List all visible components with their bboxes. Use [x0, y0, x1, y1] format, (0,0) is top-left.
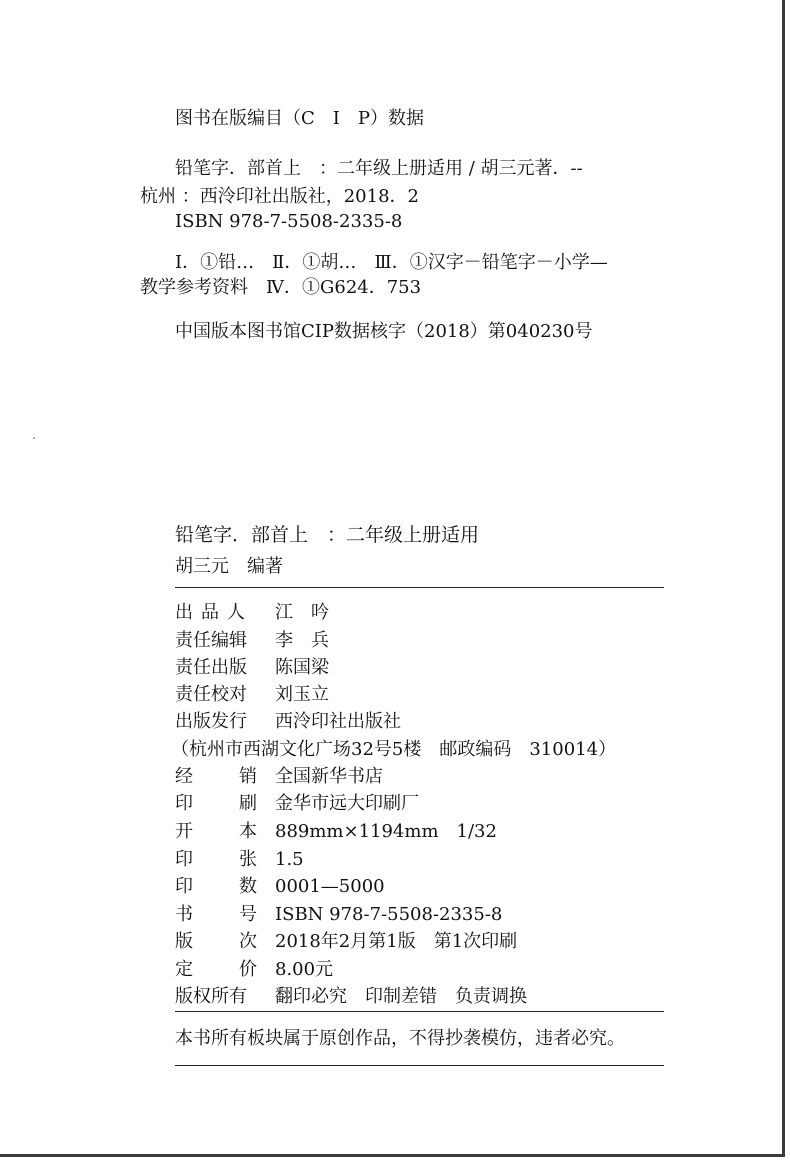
detail-value: 西泠印社出版社 [275, 711, 401, 732]
detail-value: ISBN 978-7-5508-2335-8 [275, 904, 503, 925]
detail-value: 0001—5000 [275, 876, 385, 897]
detail-value: 全国新华书店 [275, 766, 383, 787]
cip-number: 中国版本图书馆CIP数据核字（2018）第040230号 [175, 321, 593, 342]
detail-label-char: 开 [175, 821, 193, 842]
detail-value: 金华市远大印刷厂 [275, 793, 419, 814]
detail-value: 889mm×1194mm 1/32 [275, 821, 497, 842]
detail-label-char: 号 [239, 904, 257, 925]
detail-label-char: 印 [175, 793, 193, 814]
detail-label: 责任编辑 [175, 630, 247, 651]
detail-label-char: 经 [175, 766, 193, 787]
detail-value: 江 吟 [275, 602, 329, 623]
detail-value: 李 兵 [275, 630, 329, 651]
detail-label-char: 书 [175, 904, 193, 925]
divider-bottom [175, 1065, 664, 1066]
detail-label [175, 958, 257, 982]
detail-label-char: 印 [175, 849, 193, 870]
detail-value: 翻印必究 印制差错 负责调换 [275, 986, 527, 1007]
book-title: 铅笔字．部首上 ：二年级上册适用 [175, 524, 480, 546]
cip-line-2: 杭州 ：西泠印社出版社，2018．2 [140, 186, 419, 207]
book-author: 胡三元 编著 [175, 556, 283, 577]
detail-value: 陈国梁 [275, 657, 329, 678]
detail-label-char: 价 [239, 959, 257, 980]
detail-label-char: 本 [239, 821, 257, 842]
detail-label-char: 销 [239, 766, 257, 787]
detail-label: 责任出版 [175, 657, 247, 678]
detail-label: 责任校对 [175, 684, 247, 705]
detail-label [175, 765, 257, 789]
detail-value: 8.00元 [275, 959, 334, 980]
detail-label [175, 875, 257, 899]
detail-label [175, 792, 257, 816]
detail-value: 刘玉立 [275, 684, 329, 705]
detail-label: 版权所有 [175, 986, 247, 1007]
copyright-notice: 本书所有板块属于原创作品，不得抄袭模仿，违者必究。 [175, 1028, 625, 1049]
detail-label-char: 定 [175, 959, 193, 980]
detail-label-char: 版 [175, 931, 193, 952]
cip-line-4: Ⅰ．①铅… Ⅱ．①胡… Ⅲ．①汉字－铅笔字－小学— [175, 252, 608, 273]
detail-label-char: 次 [239, 931, 257, 952]
detail-label [175, 930, 257, 954]
divider-middle [175, 1011, 664, 1012]
detail-label [175, 820, 257, 844]
detail-value: 2018年2月第1版 第1次印刷 [275, 931, 518, 952]
detail-label [175, 848, 257, 872]
cip-line-5: 教学参考资料 Ⅳ．①G624．753 [140, 277, 422, 298]
detail-label [175, 903, 257, 927]
cip-line-3: ISBN 978-7-5508-2335-8 [175, 211, 403, 232]
detail-label: 出品人 [175, 602, 253, 623]
detail-label-char: 数 [239, 876, 257, 897]
scan-speck [33, 437, 35, 439]
detail-value: 1.5 [275, 849, 304, 870]
detail-label-char: 刷 [239, 793, 257, 814]
cip-line-1: 铅笔字．部首上 ：二年级上册适用 / 胡三元著．-- [175, 158, 583, 179]
cip-heading: 图书在版编目（C I P）数据 [175, 108, 424, 129]
detail-label: 出版发行 [175, 711, 247, 732]
detail-address: （杭州市西湖文化广场32号5楼 邮政编码 310014） [171, 739, 617, 760]
divider-top [175, 587, 664, 588]
detail-label-char: 印 [175, 876, 193, 897]
detail-label-char: 张 [239, 849, 257, 870]
